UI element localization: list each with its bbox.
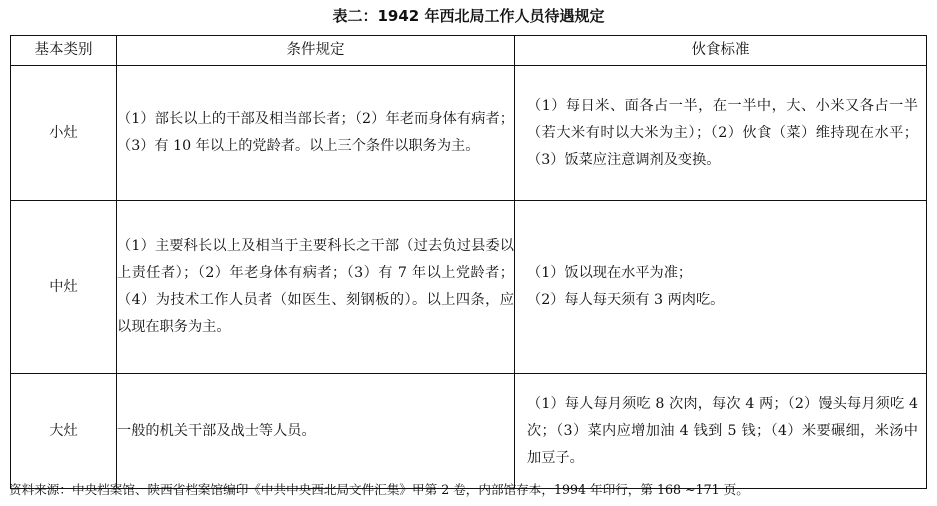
table-row-large-kitchen <box>11 374 927 489</box>
food-line: （1）饭以现在水平为准； <box>527 265 693 281</box>
food-line: （2）每人每天须有 3 两肉吃。 <box>527 292 725 308</box>
table-title: 表二：1942 年西北局工作人员待遇规定 <box>332 7 605 25</box>
table-row-small-kitchen <box>11 66 927 201</box>
header-category: 基本类别 <box>11 36 117 66</box>
conditions-cell: 一般的机关干部及战士等人员。 <box>117 374 515 489</box>
source-note: 资料来源：中央档案馆、陕西省档案馆编印《中共中央西北局文件汇集》甲第 2 卷，内部馆存本，1994 年印行，第 168 ~171 页。 <box>9 482 749 497</box>
food-standard-cell <box>515 201 927 374</box>
food-standard-cell: （1）每人每月须吃 8 次肉，每次 4 两；（2）馒头每月须吃 4 次；（3）菜内应增加油 4 钱到 5 钱；（4）米要碾细，米汤中加豆子。 <box>515 374 927 489</box>
conditions-cell: （1）部长以上的干部及相当部长者；（2）年老而身体有病者；（3）有 10 年以上的党龄者。以上三个条件以职务为主。 <box>117 66 515 201</box>
food-standard-cell: （1）每日米、面各占一半，在一半中，大、小米又各占一半（若大米有时以大米为主）；（2）伙食（菜）维持现在水平；（3）饭菜应注意调剂及变换。 <box>515 66 927 201</box>
category-cell: 中灶 <box>11 201 117 374</box>
category-cell: 小灶 <box>11 66 117 201</box>
category-cell: 大灶 <box>11 374 117 489</box>
conditions-cell: （1）主要科长以上及相当于主要科长之干部（过去负过县委以上责任者）；（2）年老身体有病者；（3）有 7 年以上党龄者；（4）为技术工作人员者（如医生、刻钢板的）。以上四条，应以现在职务为主。 <box>117 201 515 374</box>
table-header-row <box>11 36 927 66</box>
header-conditions: 条件规定 <box>117 36 515 66</box>
header-food: 伙食标准 <box>515 36 927 66</box>
treatment-table <box>10 35 927 489</box>
table-row-medium-kitchen <box>11 201 927 374</box>
